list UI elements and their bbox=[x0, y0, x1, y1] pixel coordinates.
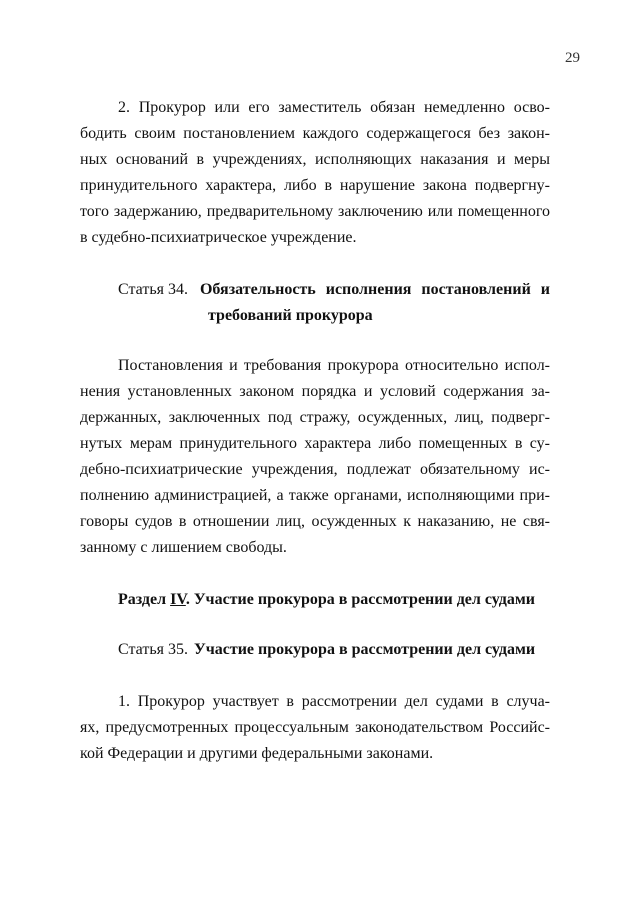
text-line: дебно-психиатрические учреждения, подлежат обязательному ис- bbox=[80, 461, 550, 478]
article-number: Статья 35. bbox=[118, 641, 188, 658]
article-35-heading bbox=[118, 640, 535, 660]
text-line: 2. Прокурор или его заместитель обязан немедленно осво- bbox=[118, 99, 550, 116]
text-line: говоры судов в отношении лиц, осужденных к наказанию, не свя- bbox=[80, 513, 550, 530]
text-line: кой Федерации и другими федеральными законами. bbox=[80, 745, 434, 762]
article-number: Статья 34. bbox=[118, 281, 188, 298]
text-line: нения установленных законом порядка и условий содержания за- bbox=[80, 383, 550, 400]
page-number: 29 bbox=[565, 50, 580, 66]
text-line: 1. Прокурор участвует в рассмотрении дел судами в случа- bbox=[118, 693, 550, 710]
text-line: ях, предусмотренных процессуальным законодательством Российс- bbox=[80, 719, 550, 736]
article-title: Обязательность исполнения постановлений и bbox=[199, 281, 550, 298]
text-line: нутых мерам принудительного характера либо помещенных в су- bbox=[80, 435, 550, 452]
text-line: принудительного характера, либо в нарушение закона подвергну- bbox=[80, 177, 550, 194]
text-line: того задержанию, предварительному заключению или помещенного bbox=[80, 203, 550, 220]
text-line: ных оснований в учреждениях, исполняющих наказания и меры bbox=[80, 151, 550, 168]
text-line: полнению администрацией, а также органами, исполняющими при- bbox=[80, 487, 550, 504]
article-title-cont: требований прокурора bbox=[208, 307, 373, 324]
section-numeral: IV bbox=[170, 591, 186, 608]
article-title: Участие прокурора в рассмотрении дел судами bbox=[193, 641, 536, 658]
text-line: Постановления и требования прокурора относительно испол- bbox=[118, 357, 550, 374]
text-line: занному с лишением свободы. bbox=[80, 539, 287, 556]
text-line: держанных, заключенных под стражу, осужденных, лиц, подверг- bbox=[80, 409, 550, 426]
section-heading: Раздел IV. Участие прокурора в рассмотрении дел судами bbox=[118, 591, 535, 608]
text-line: в судебно-психиатрическое учреждение. bbox=[80, 229, 357, 246]
text-line: бодить своим постановлением каждого содержащегося без закон- bbox=[80, 125, 550, 142]
